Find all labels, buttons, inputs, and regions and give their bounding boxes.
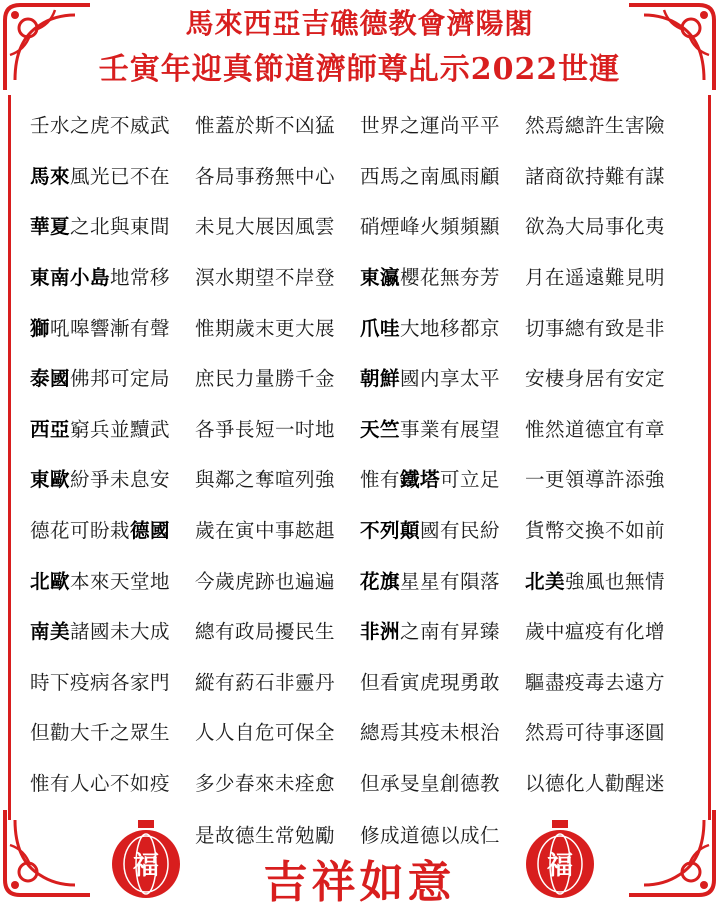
poem-row bbox=[30, 150, 690, 201]
place-name: 獅 bbox=[30, 316, 51, 340]
line-text: 窮兵並黷武 bbox=[70, 417, 171, 441]
place-name: 鐵塔 bbox=[400, 468, 441, 492]
poem-line: 多少春來未痊愈 bbox=[195, 772, 336, 796]
line-text: 星星有隕落 bbox=[400, 569, 501, 593]
line-text: 地常移 bbox=[110, 266, 171, 290]
poem-line bbox=[30, 313, 195, 341]
place-name: 花旗 bbox=[360, 569, 401, 593]
place-name: 北歐 bbox=[30, 569, 71, 593]
place-name: 朝鮮 bbox=[360, 367, 401, 391]
line-text: 之南有昇臻 bbox=[400, 620, 501, 644]
poem-line: 時下疫病各家門 bbox=[30, 670, 171, 694]
poem-line bbox=[30, 161, 195, 189]
poem-line bbox=[30, 616, 195, 644]
poem-line: 惟有人心不如疫 bbox=[30, 772, 171, 796]
poem-line: 但承旻皇創德教 bbox=[360, 772, 501, 796]
poem-line bbox=[360, 414, 525, 442]
poem-line: 總有政局擾民生 bbox=[195, 620, 336, 644]
line-text: 國有民紛 bbox=[420, 519, 501, 543]
poem-line: 總焉其疫未根治 bbox=[360, 721, 501, 745]
poem-line bbox=[30, 363, 195, 391]
poem-line bbox=[360, 566, 525, 594]
poem-line bbox=[525, 566, 690, 594]
line-text: 諸國未大成 bbox=[70, 620, 171, 644]
closing-line: 是故德生常勉勵 bbox=[195, 824, 336, 847]
poem-line: 今歲虎跡也遍遍 bbox=[195, 569, 336, 593]
poem-line: 切事總有致是非 bbox=[525, 316, 666, 340]
line-text: 事業有展望 bbox=[400, 417, 501, 441]
left-frame-border bbox=[8, 95, 11, 820]
footer-blessing: 吉祥如意 bbox=[263, 857, 456, 908]
place-name: 爪哇 bbox=[360, 316, 401, 340]
poem-line: 硝煙峰火頻頻顯 bbox=[360, 215, 501, 239]
poem-line: 溟水期望不岸登 bbox=[195, 266, 336, 290]
poem-line bbox=[360, 616, 525, 644]
poem-line: 西馬之南風雨顧 bbox=[360, 164, 501, 188]
poem-line: 以德化人勸醒迷 bbox=[525, 772, 666, 796]
place-name: 天竺 bbox=[360, 417, 401, 441]
poem-line bbox=[360, 515, 525, 543]
poem-line: 惟然道德宜有章 bbox=[525, 417, 666, 441]
poem-line: 貨幣交換不如前 bbox=[525, 519, 666, 543]
poem-row bbox=[30, 605, 690, 656]
place-name: 南美 bbox=[30, 620, 71, 644]
line-text: 吼嗥響漸有聲 bbox=[50, 316, 171, 340]
poem-line bbox=[30, 414, 195, 442]
poem-line: 歲在寅中事趑趄 bbox=[195, 519, 336, 543]
poem-row bbox=[30, 99, 690, 150]
poem-row bbox=[30, 352, 690, 403]
poem-line: 然焉可待事逐圓 bbox=[525, 721, 666, 745]
header-title: 馬來西亞吉礁德教會濟陽閣 bbox=[185, 7, 534, 40]
poem-line bbox=[30, 262, 195, 290]
poem-row bbox=[30, 757, 690, 808]
poem-row bbox=[30, 453, 690, 504]
poem-line: 世界之運尚平平 bbox=[360, 114, 501, 138]
poem-line: 安棲身居有安定 bbox=[525, 367, 666, 391]
poem-line: 但看寅虎現勇敢 bbox=[360, 670, 501, 694]
poem-line: 但勸大千之眾生 bbox=[30, 721, 171, 745]
line-text: 強風也無情 bbox=[565, 569, 666, 593]
poem-row bbox=[30, 504, 690, 555]
poem-row bbox=[30, 301, 690, 352]
poem-line: 惟期歲末更大展 bbox=[195, 316, 336, 340]
poem-line: 歲中瘟疫有化增 bbox=[525, 620, 666, 644]
poem-line: 與鄰之奪喧列強 bbox=[195, 468, 336, 492]
poem-row bbox=[30, 403, 690, 454]
place-name: 華夏 bbox=[30, 215, 71, 239]
poem-row bbox=[30, 200, 690, 251]
lantern-fu-char: 福 bbox=[546, 851, 574, 881]
poem-line: 惟蓋於斯不凶猛 bbox=[195, 114, 336, 138]
poem-line bbox=[30, 211, 195, 239]
place-name: 西亞 bbox=[30, 417, 71, 441]
line-text: 櫻花無夯芳 bbox=[400, 266, 501, 290]
poem-line: 驅盡疫毒去遠方 bbox=[525, 670, 666, 694]
place-name: 馬來 bbox=[30, 164, 71, 188]
poem-line: 月在遥遠難見明 bbox=[525, 266, 666, 290]
place-name: 德國 bbox=[130, 519, 171, 543]
poem-line bbox=[360, 313, 525, 341]
poem-line bbox=[30, 464, 195, 492]
lantern-fu-char: 福 bbox=[132, 851, 160, 881]
line-text: 之北與東間 bbox=[70, 215, 171, 239]
place-name: 非洲 bbox=[360, 620, 401, 644]
line-text: 本來天堂地 bbox=[70, 569, 171, 593]
poem-row bbox=[30, 554, 690, 605]
header-subtitle: 壬寅年迎真節道濟師尊乩示2022世運 bbox=[98, 52, 621, 87]
poem-line: 縱有葯石非靈丹 bbox=[195, 670, 336, 694]
poem-line: 庶民力量勝千金 bbox=[195, 367, 336, 391]
poem-row bbox=[30, 656, 690, 707]
poem-line: 未見大展因風雲 bbox=[195, 215, 336, 239]
poem-line: 德花可盼栽德國 bbox=[30, 519, 171, 543]
right-frame-border bbox=[708, 95, 711, 820]
poem-line: 人人自危可保全 bbox=[195, 721, 336, 745]
closing-line: 修成道德以成仁 bbox=[360, 824, 501, 847]
poem-line: 各爭長短一吋地 bbox=[195, 417, 336, 441]
place-name: 東瀛 bbox=[360, 266, 401, 290]
poem-row bbox=[30, 706, 690, 757]
place-name: 泰國 bbox=[30, 367, 71, 391]
poem-line bbox=[360, 262, 525, 290]
poem-line: 惟有鐵塔可立足 bbox=[360, 468, 501, 492]
poem-row bbox=[30, 251, 690, 302]
poem-line: 欲為大局事化夷 bbox=[525, 215, 666, 239]
poem-line: 壬水之虎不威武 bbox=[30, 114, 171, 138]
poem-line: 一更領導許添強 bbox=[525, 468, 666, 492]
poem-grid bbox=[30, 99, 690, 807]
place-name: 東歐 bbox=[30, 468, 71, 492]
place-name: 北美 bbox=[525, 569, 566, 593]
line-text: 紛爭未息安 bbox=[70, 468, 171, 492]
line-text: 國内享太平 bbox=[400, 367, 501, 391]
line-text: 佛邦可定局 bbox=[70, 367, 171, 391]
line-text: 大地移都京 bbox=[400, 316, 501, 340]
place-name: 不列顛 bbox=[360, 519, 421, 543]
place-name: 東南小島 bbox=[30, 266, 111, 290]
line-text: 風光已不在 bbox=[70, 164, 171, 188]
poem-line bbox=[360, 363, 525, 391]
poem-line: 諸商欲持難有謀 bbox=[525, 164, 666, 188]
poem-line: 各局事務無中心 bbox=[195, 164, 336, 188]
poem-line: 然焉總許生害險 bbox=[525, 114, 666, 138]
poem-line bbox=[30, 566, 195, 594]
